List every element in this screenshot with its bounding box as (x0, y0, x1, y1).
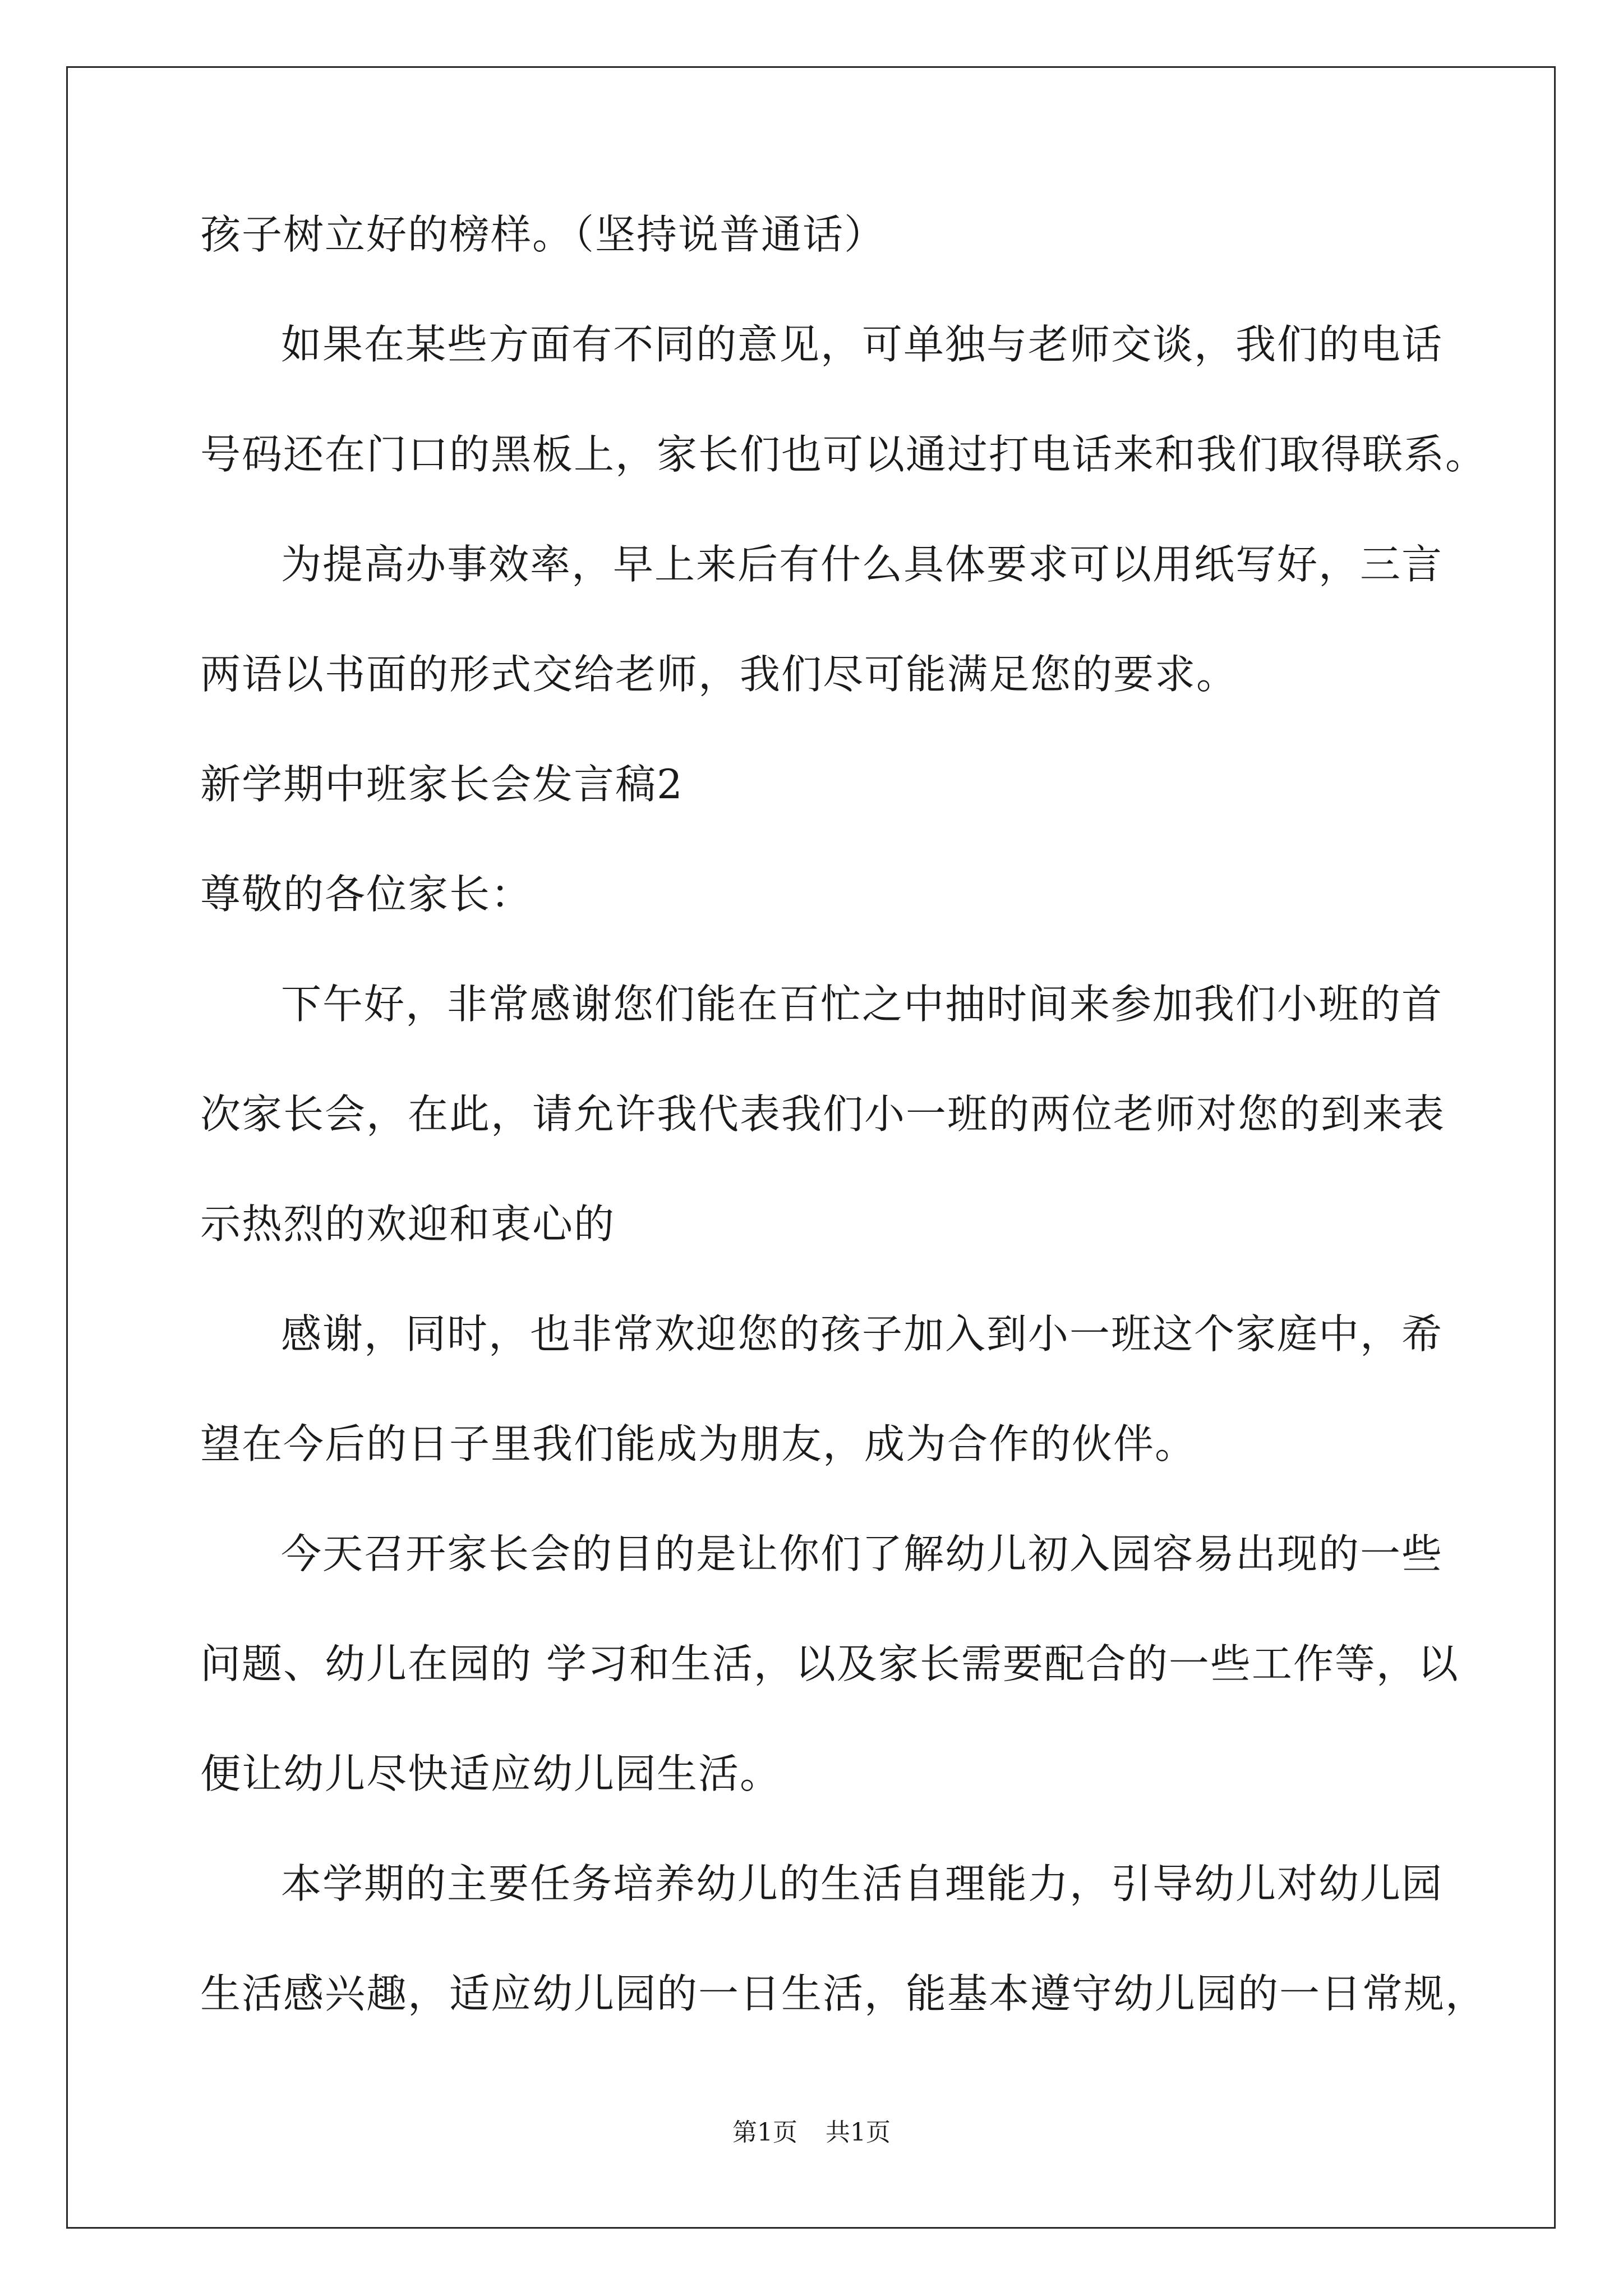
text-line: 为提高办事效率，早上来后有什么具体要求可以用纸写好，三言 (281, 541, 1444, 588)
text-line: 如果在某些方面有不同的意见，可单独与老师交谈，我们的电话 (281, 321, 1444, 368)
text-line: 下午好，非常感谢您们能在百忙之中抽时间来参加我们小班的首 (281, 981, 1444, 1028)
text-line: 生活感兴趣，适应幼儿园的一日生活，能基本遵守幼儿园的一日常规， (200, 1970, 1487, 2017)
text-line: 便让幼儿尽快适应幼儿园生活。 (200, 1750, 782, 1797)
text-line: 问题、幼儿在园的 学习和生活，以及家长需要配合的一些工作等，以 (200, 1640, 1459, 1687)
text-line: 望在今后的日子里我们能成为朋友，成为合作的伙伴。 (200, 1420, 1197, 1467)
text-line: 今天召开家长会的目的是让你们了解幼儿初入园容易出现的一些 (281, 1530, 1444, 1577)
section-heading: 新学期中班家长会发言稿2 (200, 761, 684, 808)
text-line: 号码还在门口的黑板上，家长们也可以通过打电话来和我们取得联系。 (200, 431, 1487, 478)
page-footer (0, 2117, 1623, 2148)
text-line: 孩子树立好的榜样。（坚持说普通话） (200, 211, 886, 258)
text-line: 两语以书面的形式交给老师，我们尽可能满足您的要求。 (200, 651, 1238, 698)
text-line: 本学期的主要任务培养幼儿的生活自理能力，引导幼儿对幼儿园 (281, 1860, 1444, 1907)
page-number-current: 第1页 (732, 2118, 797, 2147)
text-line: 示热烈的欢迎和衷心的 (200, 1200, 616, 1248)
text-line: 次家长会，在此，请允许我代表我们小一班的两位老师对您的到来表 (200, 1091, 1446, 1138)
salutation: 尊敬的各位家长： (200, 871, 533, 918)
text-line: 感谢，同时，也非常欢迎您的孩子加入到小一班这个家庭中，希 (281, 1310, 1444, 1358)
page-number-total: 共1页 (826, 2118, 891, 2147)
